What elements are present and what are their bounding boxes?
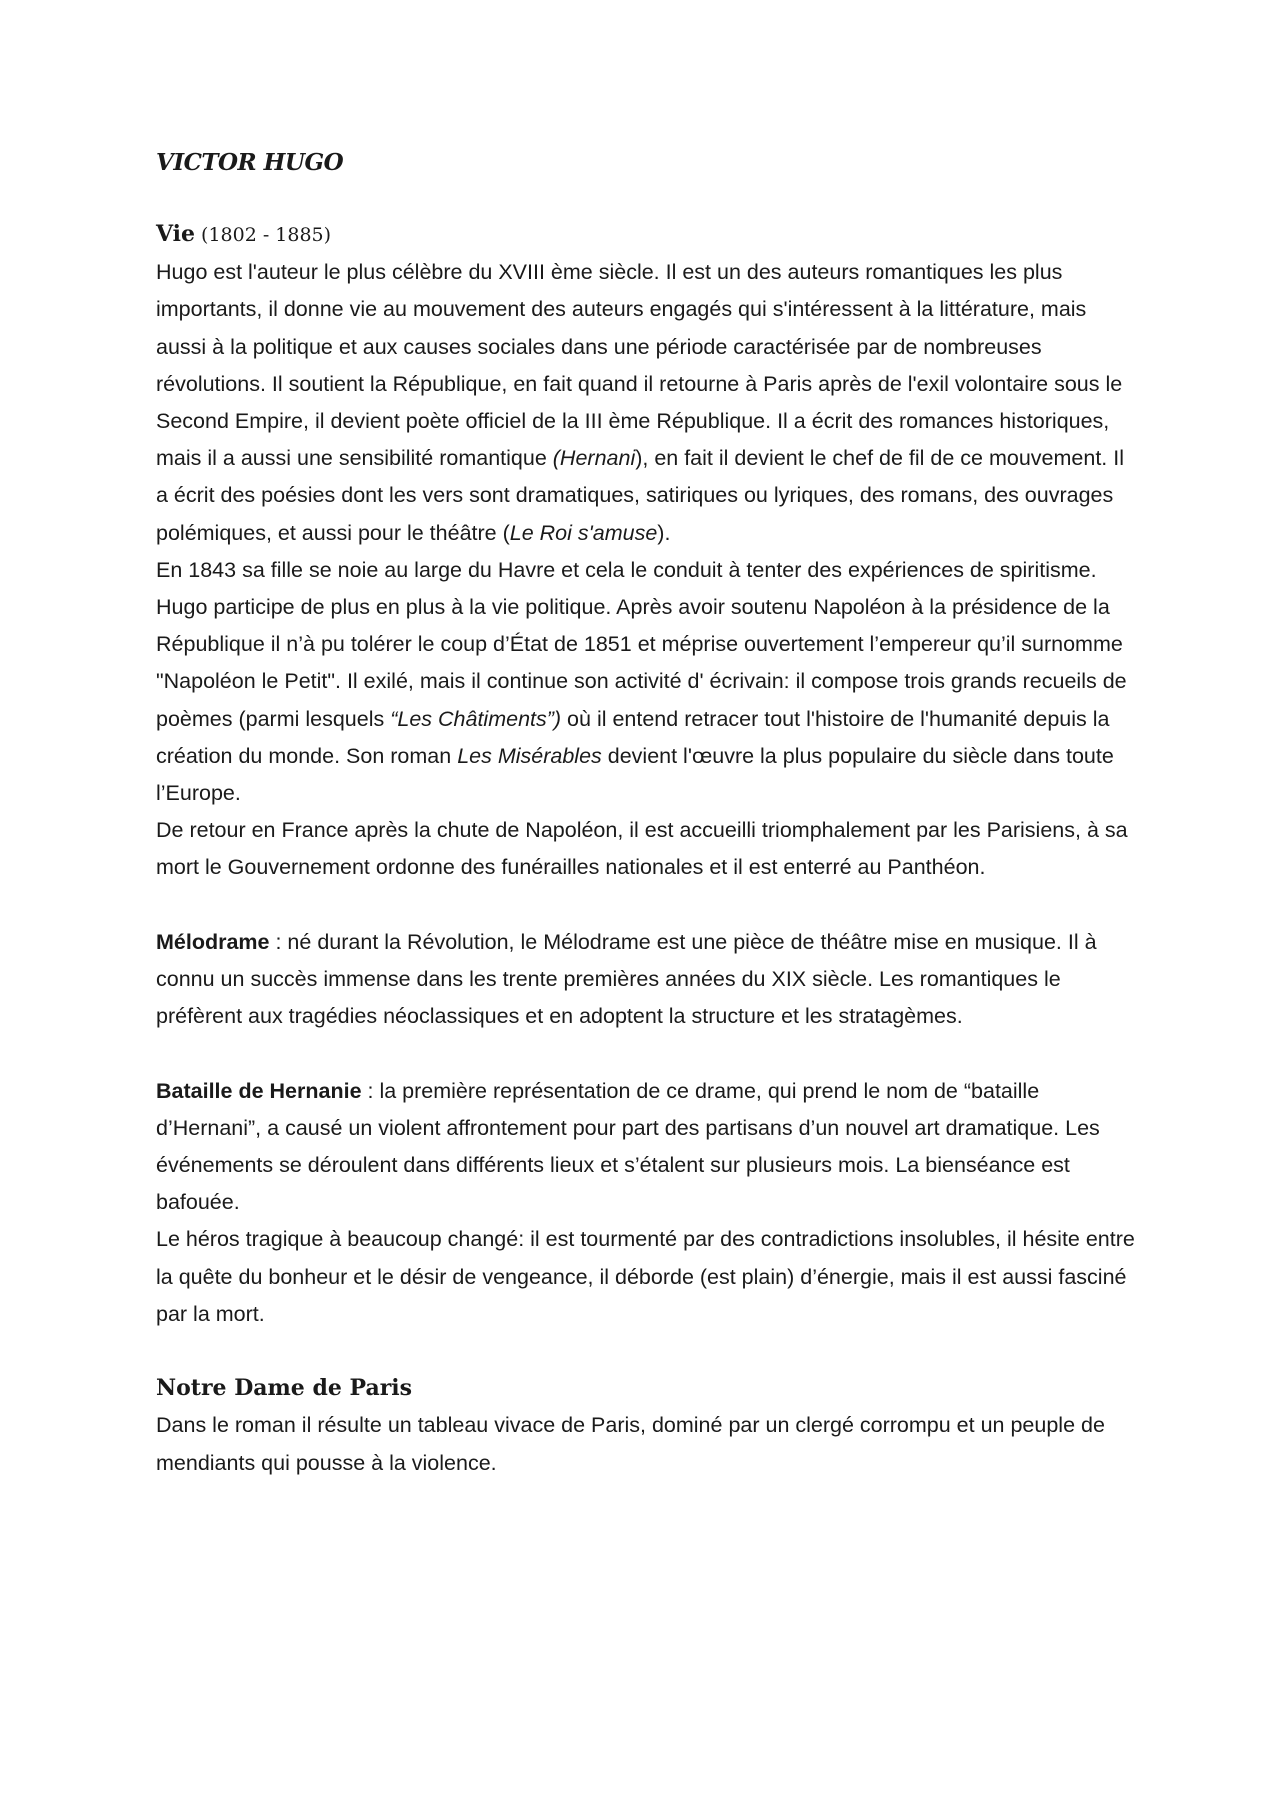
section-notre-dame bbox=[156, 1370, 1136, 1482]
document-page bbox=[156, 148, 1136, 1482]
vie-paragraph-4: De retour en France après la chute de Napoléon, il est accueilli triomphalement par les Parisiens, à sa mort le Gouvernement ordonne des funérailles nationales et il est enterré au Panthéon. bbox=[156, 818, 1128, 880]
vie-dates: (1802 - 1885) bbox=[201, 224, 332, 246]
bataille-text: : la première représentation de ce drame, qui prend le nom de “bataille d’Hernani”, a causé un violent affrontement pour part des partisans d’un nouvel art dramatique. Les événements se déroulent dans différents lieux et s’étalent sur plusieurs mois. La bienséance est bafouée. bbox=[156, 1078, 1100, 1215]
vie-p3-text-c: devient l'œuvre la plus populaire du siècle dans toute l’Europe. bbox=[156, 743, 1114, 806]
vie-paragraph-2: En 1843 sa fille se noie au large du Havre et cela le conduit à tenter des expériences de spiritisme. bbox=[156, 557, 1097, 582]
vie-heading: Vie bbox=[156, 221, 196, 247]
notre-dame-paragraph bbox=[156, 1370, 1136, 1482]
chatiments-title: “Les Châtiments”) bbox=[390, 706, 562, 731]
vie-paragraph-3 bbox=[156, 589, 1136, 812]
spacer bbox=[156, 1333, 1136, 1370]
bataille-term: Bataille de Hernanie bbox=[156, 1078, 362, 1103]
vie-text-c: ). bbox=[657, 520, 671, 545]
spacer bbox=[156, 887, 1136, 924]
roi-samuse-title: Le Roi s'amuse bbox=[509, 520, 658, 545]
spacer bbox=[156, 1035, 1136, 1072]
notre-dame-text: Dans le roman il résulte un tableau vivace de Paris, dominé par un clergé corrompu et un peuple de mendiants qui pousse à la violence. bbox=[156, 1413, 1105, 1475]
bataille-paragraph-2: Le héros tragique à beaucoup changé: il est tourmenté par des contradictions insolubles, il hésite entre la quête du bonheur et le désir de vengeance, il déborde (est plain) d’énergie, mais il est aussi fasciné par la mort. bbox=[156, 1227, 1135, 1326]
hernani-title: (Hernani bbox=[552, 446, 636, 471]
miserables-title: Les Misérables bbox=[457, 743, 602, 768]
vie-p3-text-b: où il entend retracer tout l'histoire de l'humanité depuis la création du monde. Son roman bbox=[156, 706, 1110, 768]
melodrame-term: Mélodrame bbox=[156, 929, 270, 954]
vie-paragraph-1 bbox=[156, 216, 1136, 552]
bataille-paragraph-1 bbox=[156, 1073, 1136, 1222]
section-melodrame bbox=[156, 924, 1136, 1036]
page-title: VICTOR HUGO bbox=[156, 149, 344, 176]
melodrame-text: : né durant la Révolution, le Mélodrame est une pièce de théâtre mise en musique. Il à connu un succès immense dans les trente premières années du XIX siècle. Les romantiques le préfèrent aux tragédies néoclassiques et en adoptent la structure et les stratagèmes. bbox=[156, 929, 1097, 1029]
section-vie bbox=[156, 216, 1136, 887]
section-bataille bbox=[156, 1073, 1136, 1333]
vie-text-b: ), en fait il devient le chef de fil de ce mouvement. Il a écrit des poésies dont les vers sont dramatiques, satiriques ou lyriques, des romans, des ouvrages polémiques, et aussi pour le théâtre ( bbox=[156, 446, 1124, 545]
vie-p3-text-a: Hugo participe de plus en plus à la vie politique. Après avoir soutenu Napoléon à la présidence de la République il n’à pu tolérer le coup d’État de 1851 et méprise ouvertement l’empereur qu’il surnomme "Napoléon le Petit". Il exilé, mais il continue son activité d' écrivain: il compose trois grands recueils de poèmes (parmi lesquels bbox=[156, 595, 1127, 731]
notre-dame-heading: Notre Dame de Paris bbox=[156, 1375, 413, 1402]
vie-text-a: Hugo est l'auteur le plus célèbre du XVIII ème siècle. Il est un des auteurs romantiques les plus importants, il donne vie au mouvement des auteurs engagés qui s'intéressent à la littérature, mais aussi à la politique et aux causes sociales dans une période caractérisée par de nombreuses révolutions. Il soutient la République, en fait quand il retourne à Paris après de l'exil volontaire sous le Second Empire, il devient poète officiel de la III ème République. Il a écrit des romances historiques, mais il a aussi une sensibilité romantique bbox=[156, 260, 1123, 471]
